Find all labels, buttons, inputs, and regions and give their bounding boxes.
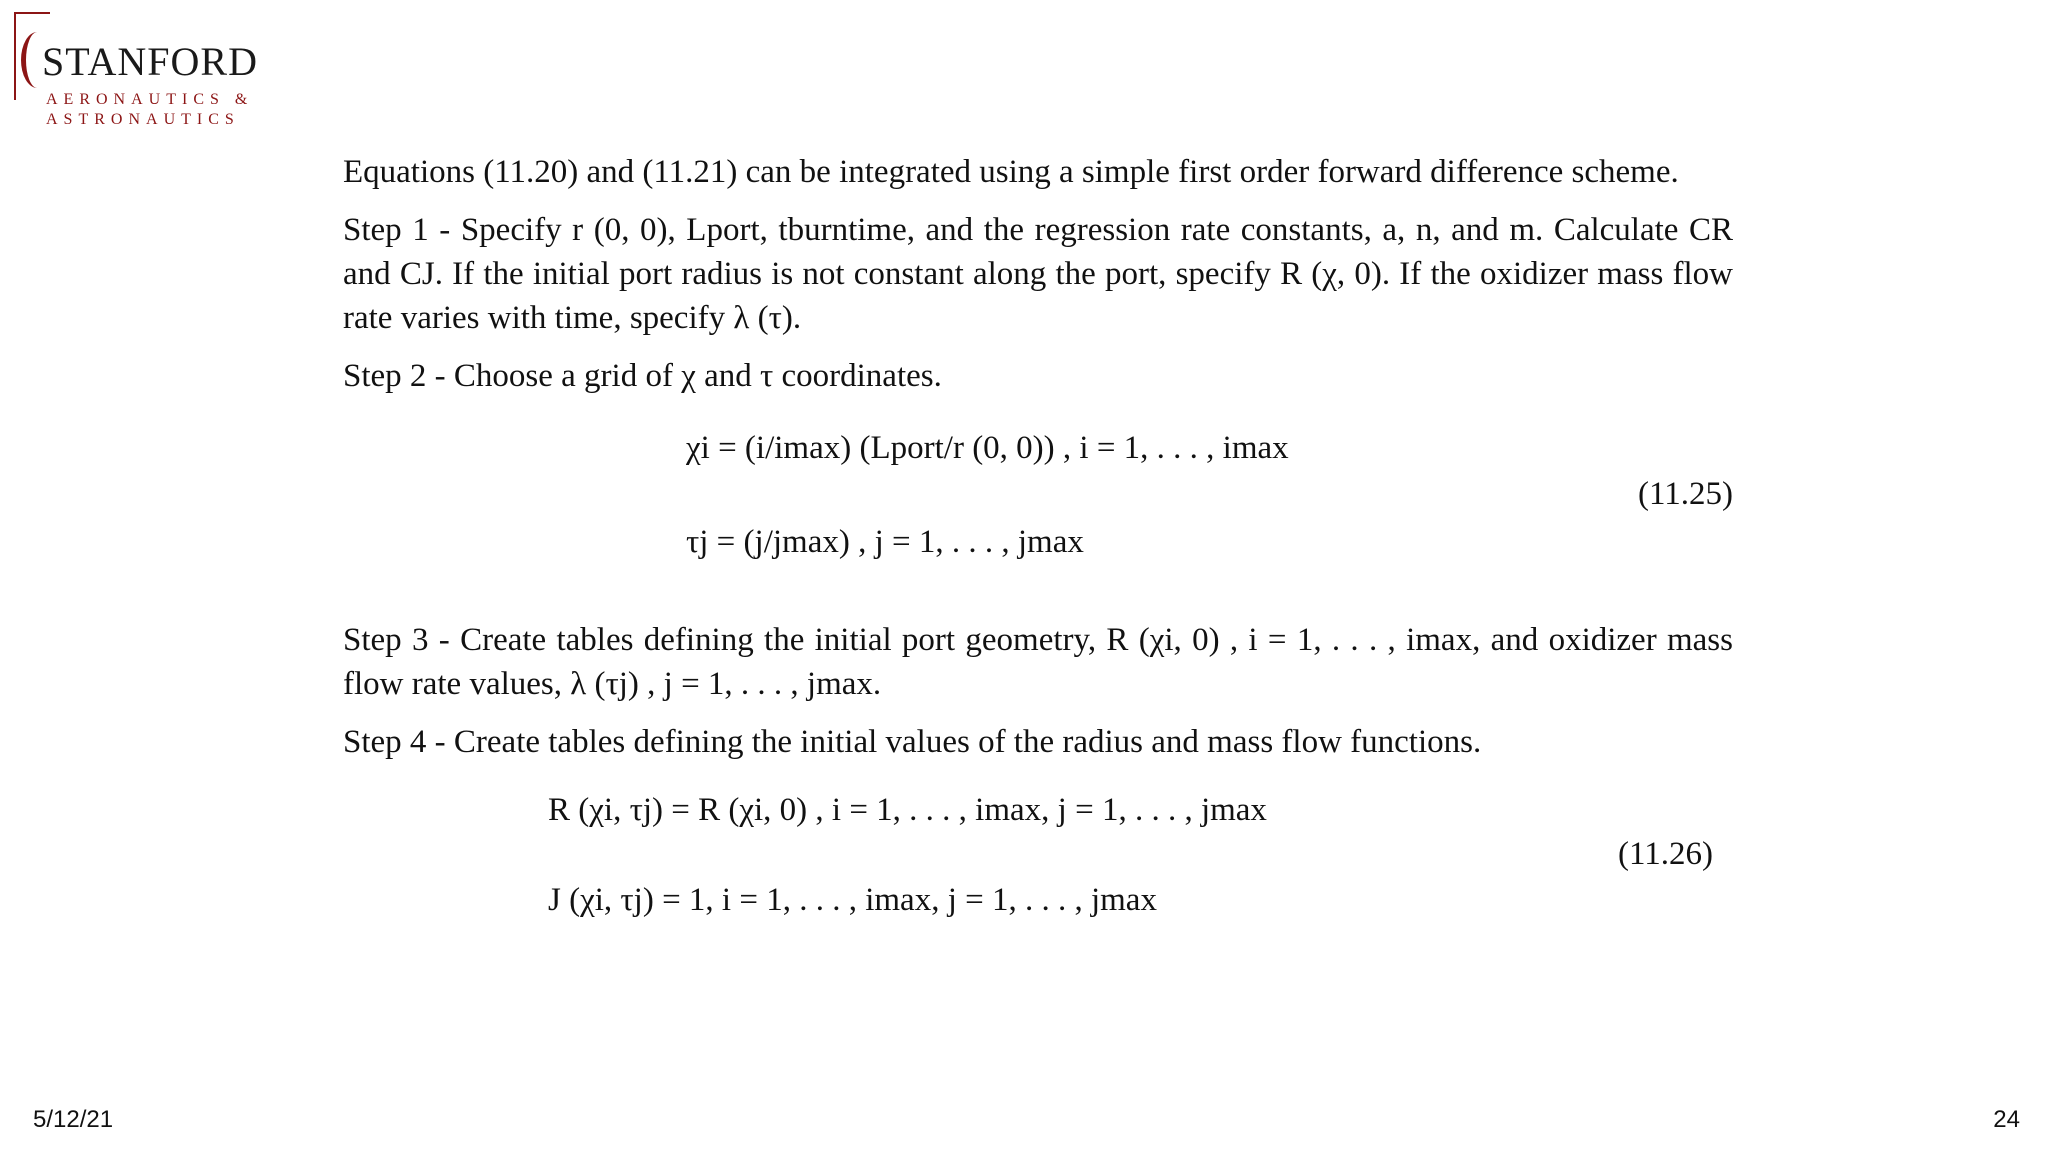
equation-11-26 xyxy=(343,780,1733,960)
equation-11-26-number: (11.26) xyxy=(1617,836,1713,872)
footer-date: 5/12/21 xyxy=(33,1106,114,1133)
step2-paragraph: Step 2 - Choose a grid of χ and τ coordinates. xyxy=(343,358,942,394)
intro-paragraph: Equations (11.20) and (11.21) can be integrated using a simple first order forward difference scheme. xyxy=(343,154,1679,190)
step3-paragraph: Step 3 - Create tables defining the initial port geometry, R (χi, 0) , i = 1, . . . , imax, and oxidizer mass flow rate values, λ (τj) , j = 1, . . . , jmax. xyxy=(343,622,1733,702)
equation-11-25-number: (11.25) xyxy=(1637,476,1733,512)
page-number: 24 xyxy=(1993,1106,2020,1133)
logo-subtitle-line2: ASTRONAUTICS xyxy=(46,111,240,128)
equation-11-25 xyxy=(343,420,1733,598)
logo-subtitle-line1: AERONAUTICS & xyxy=(46,91,254,108)
step4-paragraph: Step 4 - Create tables defining the initial values of the radius and mass flow functions. xyxy=(343,724,1482,760)
equation-11-25-line1: χi = (i/imax) (Lport/r (0, 0)) , i = 1, . . . , imax xyxy=(686,430,1289,466)
equation-11-25-line2: τj = (j/jmax) , j = 1, . . . , jmax xyxy=(686,524,1084,560)
stanford-logo xyxy=(14,12,258,128)
equation-11-26-line1: R (χi, τj) = R (χi, 0) , i = 1, . . . , imax, j = 1, . . . , jmax xyxy=(548,792,1267,828)
step1-paragraph: Step 1 - Specify r (0, 0), Lport, tburntime, and the regression rate constants, a, n, and m. Calculate CR and CJ. If the initial port radius is not constant along the port, specify R (χ, 0). If the oxidizer mass flow rate varies with time, specify λ (τ). xyxy=(343,212,1733,336)
logo-name: STANFORD xyxy=(42,39,258,84)
slide-content xyxy=(343,150,1733,980)
equation-11-26-line2: J (χi, τj) = 1, i = 1, . . . , imax, j = 1, . . . , jmax xyxy=(548,882,1157,918)
